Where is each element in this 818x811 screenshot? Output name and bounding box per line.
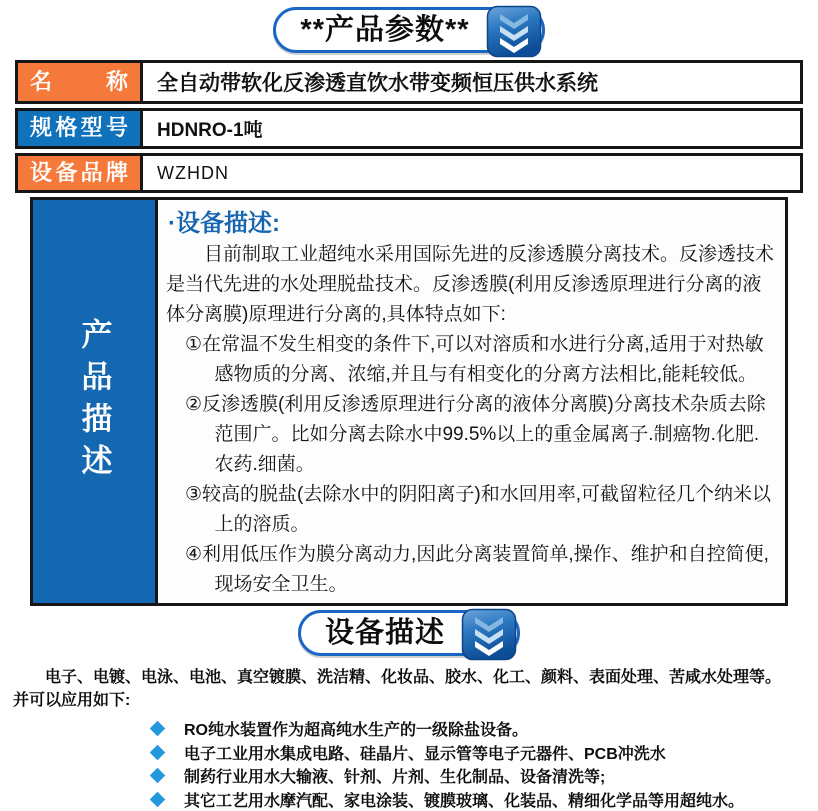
diamond-bullet-icon — [150, 768, 166, 784]
description-body — [155, 200, 785, 603]
applications-industries: 电子、电镀、电泳、电池、真空镀膜、洗洁精、化妆品、胶水、化工、颜料、表面处理、苦咸水处理等。 — [13, 666, 805, 689]
description-heading: ·设备描述: — [168, 208, 777, 240]
applications-lead-in: 并可以应用如下: — [13, 689, 805, 712]
row-label-model: 规格型号 — [18, 111, 140, 146]
section-badge-equipment-desc — [0, 606, 818, 660]
row-label-name: 名称 — [18, 63, 140, 101]
badge-pill — [273, 7, 544, 53]
description-point-1: ①在常温不发生相变的条件下,可以对溶质和水进行分离,适用于对热敏感物质的分离、浓缩,并且与有相变化的分离方法相比,能耗较低。 — [166, 330, 777, 390]
table-row-description — [30, 197, 788, 606]
row-label-brand: 设备品牌 — [18, 156, 140, 190]
applications-list — [150, 717, 818, 811]
list-item — [150, 788, 818, 811]
table-row-brand — [15, 153, 803, 193]
list-item — [150, 764, 818, 788]
row-value-model: HDNRO-1吨 — [140, 111, 800, 146]
diamond-bullet-icon — [150, 791, 166, 807]
table-row-model — [15, 108, 803, 149]
description-intro: 目前制取工业超纯水采用国际先进的反渗透膜分离技术。反渗透技术是当代先进的水处理脱盐技术。反渗透膜(利用反渗透原理进行分离的液体分离膜)原理进行分离的,具体特点如下: — [166, 240, 777, 330]
description-side-label: 产品描述 — [72, 318, 117, 486]
description-point-2: ②反渗透膜(利用反渗透原理进行分离的液体分离膜)分离技术杂质去除范围广。比如分离去除水中99.5%以上的重金属离子.制癌物.化肥.农药.细菌。 — [166, 390, 777, 480]
list-item — [150, 717, 818, 741]
section-badge-product-params — [0, 0, 818, 58]
badge-pill — [298, 610, 520, 656]
badge-label: 设备描述 — [325, 617, 445, 649]
row-value-name: 全自动带软化反渗透直饮水带变频恒压供水系统 — [140, 63, 800, 101]
triple-chevron-down-icon — [486, 5, 542, 58]
row-value-brand: WZHDN — [140, 156, 800, 190]
triple-chevron-down-icon — [461, 608, 517, 661]
list-item — [150, 741, 818, 765]
badge-label: **产品参数** — [300, 14, 469, 46]
description-point-4: ④利用低压作为膜分离动力,因此分离装置简单,操作、维护和自控简便,现场安全卫生。 — [166, 540, 777, 600]
diamond-bullet-icon — [150, 721, 166, 737]
diamond-bullet-icon — [150, 744, 166, 760]
application-item-text: 制药行业用水大输液、针剂、片剂、生化制品、设备清洗等; — [184, 764, 605, 787]
description-side-panel — [33, 200, 155, 603]
spec-table — [15, 60, 803, 606]
table-row-name — [15, 60, 803, 104]
application-item-text: 电子工业用水集成电路、硅晶片、显示管等电子元器件、PCB冲洗水 — [184, 741, 666, 764]
application-item-text: 其它工艺用水摩汽配、家电涂装、镀膜玻璃、化装品、精细化学品等用超纯水。 — [184, 788, 744, 811]
applications-intro — [13, 666, 805, 712]
application-item-text: RO纯水装置作为超高纯水生产的一级除盐设备。 — [184, 717, 528, 740]
description-point-3: ③较高的脱盐(去除水中的阴阳离子)和水回用率,可截留粒径几个纳米以上的溶质。 — [166, 480, 777, 540]
